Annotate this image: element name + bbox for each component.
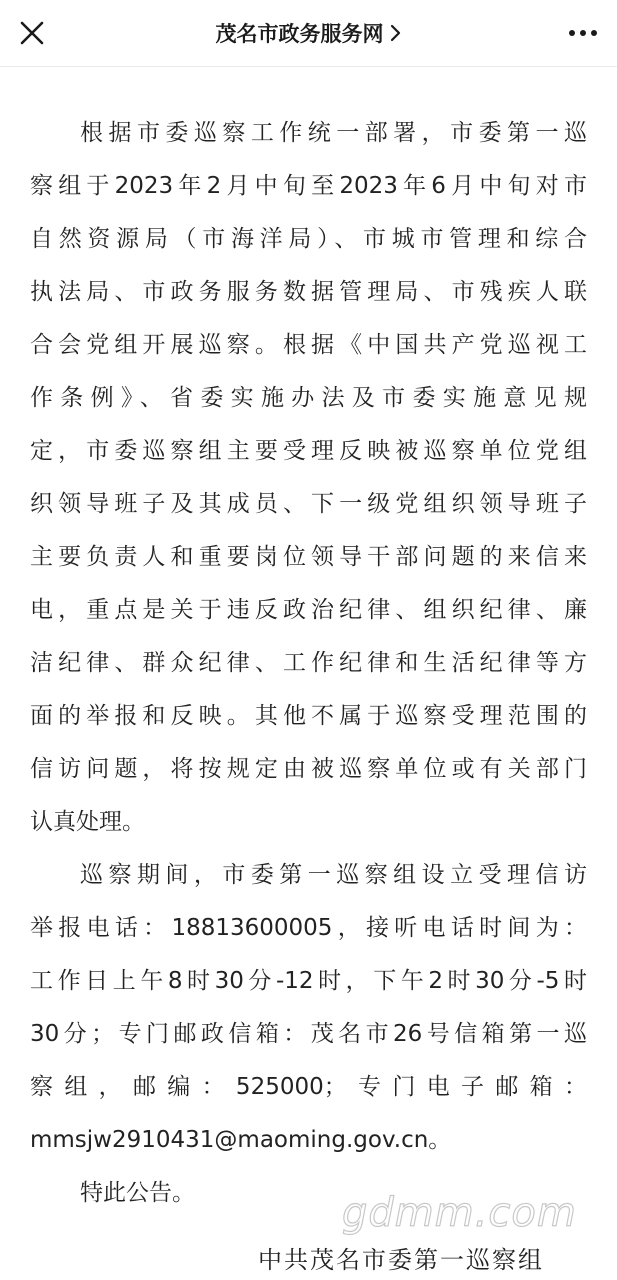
paragraph-line: 信访问题，将按规定由被巡察单位或有关部门 — [30, 756, 587, 782]
paragraph-line: 察组，邮编：525000；专门电子邮箱： — [30, 1074, 587, 1100]
article-body — [30, 107, 587, 1220]
paragraph-line: 自然资源局（市海洋局）、市城市管理和综合 — [30, 226, 587, 252]
paragraph-line: 30分；专门邮政信箱：茂名市26号信箱第一巡 — [30, 1021, 587, 1047]
chevron-right-icon — [390, 24, 402, 42]
paragraph-line: 巡察期间，市委第一巡察组设立受理信访 — [80, 862, 587, 888]
paragraph-line: 织领导班子及其成员、下一级党组织领导班子 — [30, 491, 587, 517]
paragraph-line: 察组于2023年2月中旬至2023年6月中旬对市 — [30, 173, 587, 199]
closing-text: 特此公告。 — [80, 1180, 195, 1206]
more-icon — [563, 13, 603, 53]
paragraph-1 — [30, 107, 587, 849]
paragraph-line: 主要负责人和重要岗位领导干部问题的来信来 — [30, 544, 587, 570]
paragraph-line: 认真处理。 — [30, 809, 145, 835]
signature: 中共茂名市委第一巡察组 — [258, 1246, 544, 1274]
account-title-link[interactable] — [216, 18, 402, 48]
paragraph-line: 作条例》、省委实施办法及市委实施意见规 — [30, 385, 587, 411]
paragraph-line: 洁纪律、群众纪律、工作纪律和生活纪律等方 — [30, 650, 587, 676]
watermark: gdmm.com — [342, 1190, 577, 1236]
top-navigation-bar — [0, 0, 617, 67]
email-address: mmsjw2910431@maoming.gov.cn。 — [30, 1127, 452, 1153]
paragraph-line: 执法局、市政务服务数据管理局、市残疾人联 — [30, 279, 587, 305]
paragraph-2 — [30, 849, 587, 1167]
title-container — [0, 0, 617, 66]
paragraph-line: 合会党组开展巡察。根据《中国共产党巡视工 — [30, 332, 587, 358]
paragraph-line: 电，重点是关于违反政治纪律、组织纪律、廉 — [30, 597, 587, 623]
paragraph-line: 面的举报和反映。其他不属于巡察受理范围的 — [30, 703, 587, 729]
more-options-button[interactable] — [563, 13, 603, 53]
paragraph-line: 举报电话：18813600005，接听电话时间为： — [30, 915, 587, 941]
page-title: 茂名市政务服务网 — [215, 22, 384, 46]
paragraph-line: 工作日上午8时30分-12时，下午2时30分-5时 — [30, 968, 587, 994]
paragraph-line: 定，市委巡察组主要受理反映被巡察单位党组 — [30, 438, 587, 464]
paragraph-line: 根据市委巡察工作统一部署，市委第一巡 — [80, 120, 587, 146]
